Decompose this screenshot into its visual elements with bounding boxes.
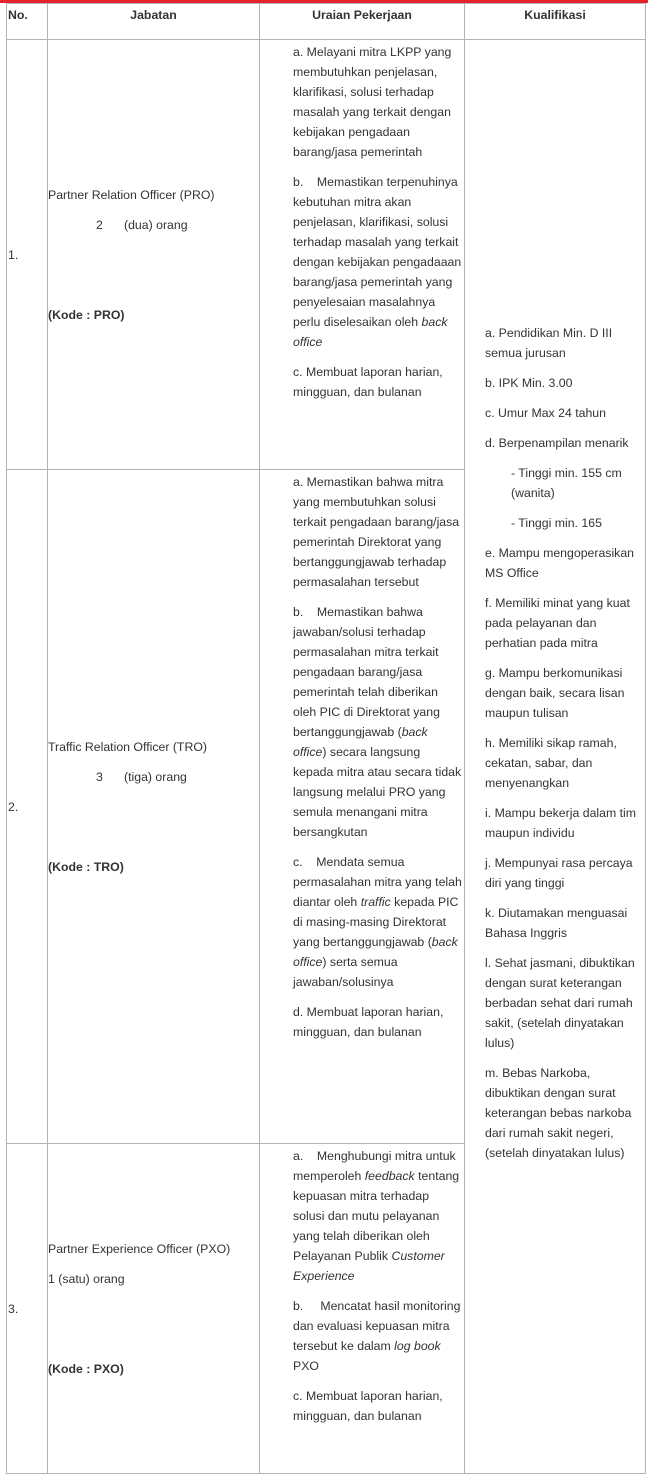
uraian-item: a. Menghubungi mitra untuk memperoleh feedback tentang kepuasan mitra terhadap solusi dan mutu pelayanan yang telah diberikan oleh Pelayanan Publik Customer Experience xyxy=(293,1149,460,1283)
kualifikasi-item: f. Memiliki minat yang kuat pada pelayanan dan perhatian pada mitra xyxy=(485,596,630,650)
job-title: Partner Experience Officer (PXO) xyxy=(48,1241,231,1256)
uraian-item: b. Mencatat hasil monitoring dan evaluasi kepuasan mitra tersebut ke dalam log book PXO xyxy=(293,1299,461,1373)
job-title: Traffic Relation Officer (TRO) xyxy=(48,739,207,754)
job-table xyxy=(6,3,646,1474)
table-row xyxy=(7,40,646,470)
kualifikasi-item: i. Mampu bekerja dalam tim maupun individu xyxy=(485,806,637,840)
kualifikasi-item: m. Bebas Narkoba, dibuktikan dengan surat keterangan bebas narkoba dari rumah sakit negeri, (setelah dinyatakan lulus) xyxy=(485,1066,632,1160)
job-count: 2 (dua) orang xyxy=(96,217,188,232)
job-code: (Kode : PRO) xyxy=(48,307,125,322)
kualifikasi-item: c. Umur Max 24 tahun xyxy=(485,406,606,420)
kualifikasi-item: j. Mempunyai rasa percaya diri yang tinggi xyxy=(485,856,633,890)
uraian-item: c. Membuat laporan harian, mingguan, dan bulanan xyxy=(293,365,443,399)
uraian-item: d. Membuat laporan harian, mingguan, dan bulanan xyxy=(293,1005,444,1039)
kualifikasi-item: l. Sehat jasmani, dibuktikan dengan surat keterangan berbadan sehat dari rumah sakit, (setelah dinyatakan lulus) xyxy=(485,956,635,1050)
jabatan-cell xyxy=(48,1144,260,1474)
job-count: 1 (satu) orang xyxy=(48,1271,125,1286)
kualifikasi-item: g. Mampu berkomunikasi dengan baik, secara lisan maupun tulisan xyxy=(485,666,625,720)
uraian-item: a. Memastikan bahwa mitra yang membutuhkan solusi terkait pengadaan barang/jasa pemerintah Direktorat yang bertanggungjawab terhadap permasalahan tersebut xyxy=(293,475,460,589)
job-count: 3 (tiga) orang xyxy=(96,769,187,784)
job-code: (Kode : TRO) xyxy=(48,859,124,874)
uraian-cell xyxy=(260,40,465,470)
uraian-item: c. Mendata semua permasalahan mitra yang telah diantar oleh traffic kepada PIC di masing-masing Direktorat yang bertanggungjawab (back office) serta semua jawaban/solusinya xyxy=(293,855,462,989)
kualifikasi-cell xyxy=(465,40,646,1474)
header-jabatan: Jabatan xyxy=(48,4,260,40)
uraian-cell xyxy=(260,1144,465,1474)
uraian-item: a. Melayani mitra LKPP yang membutuhkan penjelasan, klarifikasi, solusi terhadap masalah yang terkait dengan kebijakan pengadaan barang/jasa pemerintah xyxy=(293,45,452,159)
jabatan-cell xyxy=(48,40,260,470)
job-title: Partner Relation Officer (PRO) xyxy=(48,187,215,202)
kualifikasi-item: a. Pendidikan Min. D III semua jurusan xyxy=(485,326,613,360)
uraian-item: c. Membuat laporan harian, mingguan, dan bulanan xyxy=(293,1389,443,1423)
row-number: 2. xyxy=(7,470,48,1144)
row-number: 3. xyxy=(7,1144,48,1474)
header-uraian: Uraian Pekerjaan xyxy=(260,4,465,40)
row-number: 1. xyxy=(7,40,48,470)
jabatan-cell xyxy=(48,470,260,1144)
kualifikasi-subitem: - Tinggi min. 155 cm (wanita) xyxy=(511,466,622,500)
kualifikasi-item: k. Diutamakan menguasai Bahasa Inggris xyxy=(485,906,628,940)
kualifikasi-item: e. Mampu mengoperasikan MS Office xyxy=(485,546,635,580)
kualifikasi-subitem: - Tinggi min. 165 xyxy=(511,516,602,530)
uraian-item: b. Memastikan bahwa jawaban/solusi terhadap permasalahan mitra terkait pengadaan barang/jasa pemerintah telah diberikan oleh PIC di Direktorat yang bertanggungjawab (back office) secara langsung kepada mitra atau secara tidak langsung melalui PRO yang semula menangani mitra bersangkutan xyxy=(293,605,462,839)
job-code: (Kode : PXO) xyxy=(48,1361,124,1376)
kualifikasi-item: b. IPK Min. 3.00 xyxy=(485,376,573,390)
kualifikasi-item: h. Memiliki sikap ramah, cekatan, sabar, dan menyenangkan xyxy=(485,736,617,790)
uraian-item: b. Memastikan terpenuhinya kebutuhan mitra akan penjelasan, klarifikasi, solusi terhadap masalah yang terkait dengan kebijakan pengadaaan barang/jasa pemerintah yang penyelesaian masalahnya perlu diselesaikan oleh back office xyxy=(293,175,462,349)
header-kualifikasi: Kualifikasi xyxy=(465,4,646,40)
header-no: No. xyxy=(7,4,48,40)
uraian-cell xyxy=(260,470,465,1144)
table-header-row xyxy=(7,4,646,40)
kualifikasi-item: d. Berpenampilan menarik xyxy=(485,436,629,450)
